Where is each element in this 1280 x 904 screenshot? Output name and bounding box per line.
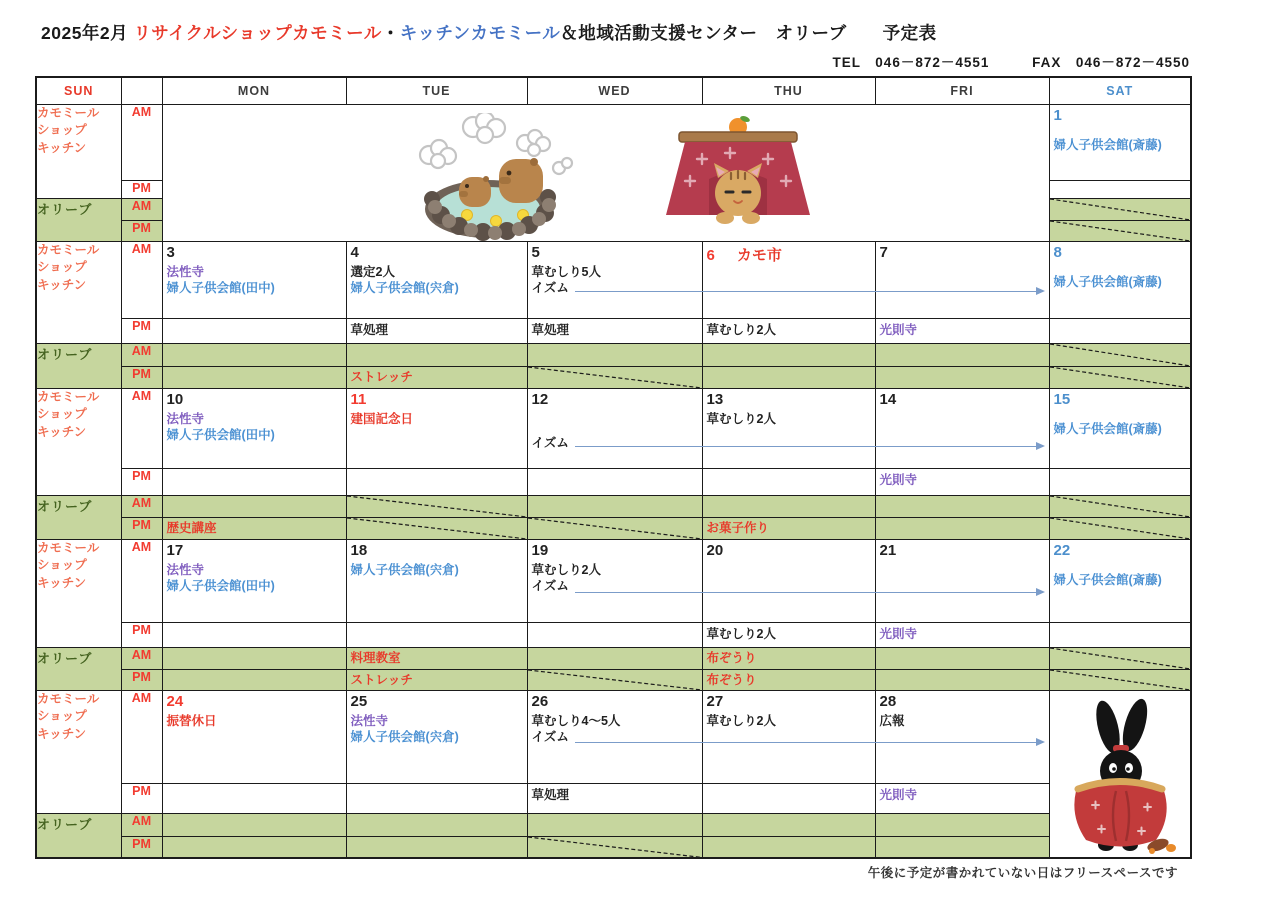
week3-olive-am-row <box>36 495 1191 517</box>
week4-olive-pm-row <box>36 669 1191 690</box>
date-feb20: 20 <box>706 541 724 559</box>
cell-feb15-am <box>1049 388 1191 468</box>
event-feb4-am1: 選定2人 <box>350 264 395 279</box>
cell-feb24-pm <box>162 783 346 813</box>
olive-feb5-pm-closed <box>527 366 702 388</box>
cell-feb18-am <box>346 539 527 622</box>
cell-feb27-pm <box>702 783 875 813</box>
event-feb28-pm: 光則寺 <box>879 787 918 802</box>
cell-feb1-am <box>1049 104 1191 180</box>
cell-feb14-pm <box>875 468 1049 495</box>
event-feb22-am: 婦人子供会館(斎藤) <box>1053 572 1162 587</box>
olive-feb12-pm-closed <box>527 517 702 539</box>
date-feb7: 7 <box>879 243 888 261</box>
olive-feb28-pm <box>875 836 1049 858</box>
capybara-hot-spring-illustration <box>401 113 576 241</box>
event-feb5-am1: 草むしり5人 <box>531 264 601 279</box>
olive-feb27-pm <box>702 836 875 858</box>
date-feb11: 11 <box>350 390 367 408</box>
pm-label: PM <box>121 366 162 388</box>
olive-feb18-pm <box>346 669 527 690</box>
cell-feb22-am <box>1049 539 1191 622</box>
chamomile-row-label <box>36 104 121 198</box>
diagonal-line <box>528 518 702 539</box>
cell-feb12-pm <box>527 468 702 495</box>
week4-chamomile-am-row <box>36 539 1191 622</box>
pm-label: PM <box>121 220 162 241</box>
event-feb18-olive-pm: ストレッチ <box>350 672 413 687</box>
cell-feb19-am <box>527 539 702 622</box>
title-separator: ・ <box>381 23 400 43</box>
tel-number: TEL 046－872－4551 <box>832 55 990 70</box>
chamomile-label-line3: キッチン <box>37 575 87 590</box>
chamomile-label-line2: ショップ <box>37 709 87 723</box>
event-feb13-am: 草むしり2人 <box>706 411 776 426</box>
event-feb11-holiday: 建国記念日 <box>350 411 414 426</box>
olive-feb19-pm-closed <box>527 669 702 690</box>
olive-feb26-am <box>527 813 702 836</box>
olive-feb4-am <box>346 343 527 366</box>
cell-feb6-am <box>702 241 875 318</box>
cell-feb3-am <box>162 241 346 318</box>
date-feb24: 24 <box>166 692 184 710</box>
event-feb19-am2: イズム <box>531 578 569 593</box>
event-feb10-am2: 婦人子供会館(田中) <box>166 427 275 442</box>
week4-chamomile-pm-row <box>36 622 1191 647</box>
olive-row-label: オリーブ <box>36 647 121 690</box>
event-feb6-kamoichi: カモ市 <box>736 246 782 264</box>
cell-feb7-pm <box>875 318 1049 343</box>
pm-label: PM <box>121 517 162 539</box>
diagonal-line <box>528 670 702 690</box>
date-feb12: 12 <box>531 390 549 408</box>
week2-olive-pm-row <box>36 366 1191 388</box>
am-label: AM <box>121 813 162 836</box>
cell-feb11-am <box>346 388 527 468</box>
chamomile-label-line1: カモミール <box>37 691 100 706</box>
am-label: AM <box>121 343 162 366</box>
olive-feb8-am-closed <box>1049 343 1191 366</box>
header-thu: THU <box>702 77 875 104</box>
chamomile-label-line1: カモミール <box>37 105 100 120</box>
olive-feb6-am <box>702 343 875 366</box>
chamomile-label-line2: ショップ <box>37 558 87 572</box>
fax-number: FAX 046－872－4550 <box>1032 55 1190 70</box>
event-feb20-olive-am: 布ぞうり <box>706 650 757 665</box>
olive-row-label: オリーブ <box>36 198 121 241</box>
date-feb6: 6 <box>706 246 715 264</box>
olive-feb26-pm-closed <box>527 836 702 858</box>
rabbit-illustration-cell <box>1049 690 1191 858</box>
event-feb5-am2: イズム <box>531 280 569 295</box>
cell-feb13-pm <box>702 468 875 495</box>
date-feb1: 1 <box>1053 106 1062 124</box>
date-feb5: 5 <box>531 243 540 261</box>
pm-label: PM <box>121 318 162 343</box>
cell-feb26-pm <box>527 783 702 813</box>
diagonal-line <box>1050 367 1191 388</box>
date-feb18: 18 <box>350 541 368 559</box>
olive-feb4-pm <box>346 366 527 388</box>
date-feb4: 4 <box>350 243 359 261</box>
chamomile-label-line3: キッチン <box>37 140 87 155</box>
week2-chamomile-pm-row <box>36 318 1191 343</box>
event-feb10-am1: 法性寺 <box>166 411 205 426</box>
event-feb27-am: 草むしり2人 <box>706 713 776 728</box>
diagonal-line <box>1050 648 1191 669</box>
chamomile-label-line1: カモミール <box>37 540 100 555</box>
cell-feb27-am <box>702 690 875 783</box>
header-sat: SAT <box>1049 77 1191 104</box>
event-feb7-pm: 光則寺 <box>879 322 918 337</box>
olive-feb6-pm <box>702 366 875 388</box>
cell-feb13-am <box>702 388 875 468</box>
cell-feb18-pm <box>346 622 527 647</box>
am-label: AM <box>121 241 162 318</box>
cell-feb10-am <box>162 388 346 468</box>
date-feb3: 3 <box>166 243 175 261</box>
cell-feb25-am <box>346 690 527 783</box>
date-feb8: 8 <box>1053 243 1062 261</box>
diagonal-line <box>528 837 702 858</box>
olive-feb18-am <box>346 647 527 669</box>
cell-feb7-am <box>875 241 1049 318</box>
izumu-arrow-week4 <box>575 592 1043 593</box>
event-feb15-am: 婦人子供会館(斎藤) <box>1053 421 1162 436</box>
pm-label: PM <box>121 622 162 647</box>
chamomile-label-line2: ショップ <box>37 407 87 421</box>
cell-feb24-am <box>162 690 346 783</box>
date-feb10: 10 <box>166 390 184 408</box>
olive-feb21-pm <box>875 669 1049 690</box>
contact-line <box>35 51 1190 71</box>
page-title <box>41 20 1280 45</box>
pm-label: PM <box>121 180 162 198</box>
cell-feb5-pm <box>527 318 702 343</box>
cell-feb8-pm <box>1049 318 1191 343</box>
event-feb24-holiday: 振替休日 <box>166 713 217 728</box>
week5-olive-pm-row <box>36 836 1191 858</box>
olive-feb15-pm-closed <box>1049 517 1191 539</box>
diagonal-line <box>1050 221 1191 241</box>
cat-under-kotatsu-illustration <box>663 115 813 237</box>
event-feb14-pm: 光則寺 <box>879 472 918 487</box>
chamomile-label-line2: ショップ <box>37 123 87 137</box>
event-feb25-am2: 婦人子供会館(宍倉) <box>350 729 459 744</box>
cell-feb1-pm <box>1049 180 1191 198</box>
diagonal-line <box>1050 496 1191 517</box>
header-sun: SUN <box>36 77 121 104</box>
olive-feb5-am <box>527 343 702 366</box>
cell-feb6-pm <box>702 318 875 343</box>
cell-feb25-pm <box>346 783 527 813</box>
date-feb19: 19 <box>531 541 549 559</box>
week4-olive-am-row <box>36 647 1191 669</box>
date-feb27: 27 <box>706 692 724 710</box>
event-feb3-am1: 法性寺 <box>166 264 205 279</box>
cell-feb10-pm <box>162 468 346 495</box>
diagonal-line <box>1050 670 1191 690</box>
olive-feb21-am <box>875 647 1049 669</box>
date-feb22: 22 <box>1053 541 1071 559</box>
pm-label: PM <box>121 669 162 690</box>
izumu-arrow-week3 <box>575 446 1043 447</box>
olive-row-label: オリーブ <box>36 343 121 388</box>
calendar <box>35 76 1190 859</box>
event-feb4-am2: 婦人子供会館(宍倉) <box>350 280 459 295</box>
olive-row-label: オリーブ <box>36 813 121 858</box>
olive-feb24-am <box>162 813 346 836</box>
cell-feb5-am <box>527 241 702 318</box>
title-month: 2025年2月 <box>41 23 129 43</box>
olive-feb20-pm <box>702 669 875 690</box>
date-feb15: 15 <box>1053 390 1071 408</box>
olive-feb20-am <box>702 647 875 669</box>
am-label: AM <box>121 104 162 180</box>
olive-feb22-pm-closed <box>1049 669 1191 690</box>
diagonal-line <box>1050 344 1191 366</box>
event-feb12-am: イズム <box>531 435 569 450</box>
olive-feb8-pm-closed <box>1049 366 1191 388</box>
date-feb14: 14 <box>879 390 897 408</box>
header-wed: WED <box>527 77 702 104</box>
title-kitchen-name: キッチンカモミール <box>399 23 561 43</box>
cell-feb22-pm <box>1049 622 1191 647</box>
week3-chamomile-am-row <box>36 388 1191 468</box>
olive-feb17-pm <box>162 669 346 690</box>
olive-feb11-pm-closed <box>346 517 527 539</box>
chamomile-label-line1: カモミール <box>37 242 100 257</box>
event-feb28-am: 広報 <box>879 713 905 728</box>
olive-feb3-pm <box>162 366 346 388</box>
chamomile-label-line3: キッチン <box>37 277 87 292</box>
week3-chamomile-pm-row <box>36 468 1191 495</box>
cell-feb26-am <box>527 690 702 783</box>
event-feb10-olive-pm: 歴史講座 <box>166 520 217 535</box>
footer-note: 午後に予定が書かれていない日はフリースペースです <box>867 866 1178 880</box>
cell-feb4-pm <box>346 318 527 343</box>
week1-illustration-area <box>162 104 1049 241</box>
title-shop-name: リサイクルショップカモミール <box>133 23 382 43</box>
olive-feb12-am <box>527 495 702 517</box>
pm-label: PM <box>121 783 162 813</box>
olive-feb25-pm <box>346 836 527 858</box>
event-feb18-am: 婦人子供会館(宍倉) <box>350 562 459 577</box>
cell-feb17-am <box>162 539 346 622</box>
week5-olive-am-row <box>36 813 1191 836</box>
event-feb25-am1: 法性寺 <box>350 713 389 728</box>
event-feb17-am2: 婦人子供会館(田中) <box>166 578 275 593</box>
olive-feb15-am-closed <box>1049 495 1191 517</box>
olive-feb24-pm <box>162 836 346 858</box>
event-feb21-pm: 光則寺 <box>879 626 918 641</box>
header-time-col <box>121 77 162 104</box>
week2-chamomile-am-row <box>36 241 1191 318</box>
am-label: AM <box>121 198 162 220</box>
olive-feb7-am <box>875 343 1049 366</box>
chamomile-label-line1: カモミール <box>37 389 100 404</box>
cell-feb3-pm <box>162 318 346 343</box>
event-feb13-olive-pm: お菓子作り <box>706 520 770 535</box>
olive-feb14-am <box>875 495 1049 517</box>
olive-feb19-am <box>527 647 702 669</box>
cell-feb11-pm <box>346 468 527 495</box>
izumu-arrow-week5 <box>575 742 1043 743</box>
olive-feb3-am <box>162 343 346 366</box>
cell-feb20-pm <box>702 622 875 647</box>
week1-chamomile-am-row <box>36 104 1191 180</box>
event-feb17-am1: 法性寺 <box>166 562 205 577</box>
week3-olive-pm-row <box>36 517 1191 539</box>
cell-feb21-pm <box>875 622 1049 647</box>
event-feb5-pm: 草処理 <box>531 322 570 337</box>
am-label: AM <box>121 690 162 783</box>
date-feb28: 28 <box>879 692 897 710</box>
cell-feb8-am <box>1049 241 1191 318</box>
event-feb3-am2: 婦人子供会館(田中) <box>166 280 275 295</box>
pm-label: PM <box>121 468 162 495</box>
diagonal-line <box>347 496 527 517</box>
chamomile-row-label <box>36 388 121 495</box>
cell-feb19-pm <box>527 622 702 647</box>
week5-chamomile-pm-row <box>36 783 1191 813</box>
olive-feb13-pm <box>702 517 875 539</box>
olive-feb27-am <box>702 813 875 836</box>
diagonal-line <box>347 518 527 539</box>
cell-feb4-am <box>346 241 527 318</box>
date-feb17: 17 <box>166 541 184 559</box>
event-feb20-pm: 草むしり2人 <box>706 626 776 641</box>
week5-chamomile-am-row <box>36 690 1191 783</box>
cell-feb28-am <box>875 690 1049 783</box>
am-label: AM <box>121 647 162 669</box>
week2-olive-am-row <box>36 343 1191 366</box>
chamomile-row-label <box>36 690 121 813</box>
cell-feb20-am <box>702 539 875 622</box>
cell-feb21-am <box>875 539 1049 622</box>
am-label: AM <box>121 495 162 517</box>
weekday-header-row <box>36 77 1191 104</box>
chamomile-label-line2: ショップ <box>37 260 87 274</box>
olive-feb13-am <box>702 495 875 517</box>
date-feb26: 26 <box>531 692 549 710</box>
olive-feb28-am <box>875 813 1049 836</box>
event-feb26-am2: イズム <box>531 729 569 744</box>
event-feb18-olive-am: 料理教室 <box>350 650 401 665</box>
header-mon: MON <box>162 77 346 104</box>
am-label: AM <box>121 539 162 622</box>
date-feb13: 13 <box>706 390 724 408</box>
izumu-arrow-week2 <box>575 291 1043 292</box>
olive-feb1-pm-closed <box>1049 220 1191 241</box>
event-feb1-am: 婦人子供会館(斎藤) <box>1053 137 1162 152</box>
date-feb21: 21 <box>879 541 897 559</box>
olive-row-label: オリーブ <box>36 495 121 539</box>
event-feb20-olive-pm: 布ぞうり <box>706 672 757 687</box>
olive-feb14-pm <box>875 517 1049 539</box>
olive-feb1-am-closed <box>1049 198 1191 220</box>
event-feb19-am1: 草むしり2人 <box>531 562 601 577</box>
cell-feb28-pm <box>875 783 1049 813</box>
diagonal-line <box>1050 518 1191 539</box>
event-feb6-pm: 草むしり2人 <box>706 322 776 337</box>
header-fri: FRI <box>875 77 1049 104</box>
chamomile-label-line3: キッチン <box>37 726 87 741</box>
event-feb4-olive-pm: ストレッチ <box>350 369 413 384</box>
cell-feb12-am <box>527 388 702 468</box>
chamomile-row-label <box>36 539 121 647</box>
olive-feb7-pm <box>875 366 1049 388</box>
date-feb25: 25 <box>350 692 368 710</box>
title-rest: ＆地域活動支援センター オリーブ 予定表 <box>560 23 937 43</box>
olive-feb10-pm <box>162 517 346 539</box>
event-feb8-am: 婦人子供会館(斎藤) <box>1053 274 1162 289</box>
olive-feb10-am <box>162 495 346 517</box>
cell-feb14-am <box>875 388 1049 468</box>
chamomile-label-line3: キッチン <box>37 424 87 439</box>
pm-label: PM <box>121 836 162 858</box>
olive-feb11-am-closed <box>346 495 527 517</box>
olive-feb17-am <box>162 647 346 669</box>
diagonal-line <box>528 367 702 388</box>
am-label: AM <box>121 388 162 468</box>
chamomile-row-label <box>36 241 121 343</box>
event-feb26-am1: 草むしり4～5人 <box>531 713 621 728</box>
event-feb26-pm: 草処理 <box>531 787 570 802</box>
olive-feb25-am <box>346 813 527 836</box>
black-rabbit-red-furoshiki-illustration <box>1058 695 1184 855</box>
olive-feb22-am-closed <box>1049 647 1191 669</box>
cell-feb15-pm <box>1049 468 1191 495</box>
event-feb4-pm: 草処理 <box>350 322 389 337</box>
cell-feb17-pm <box>162 622 346 647</box>
diagonal-line <box>1050 199 1191 220</box>
header-tue: TUE <box>346 77 527 104</box>
